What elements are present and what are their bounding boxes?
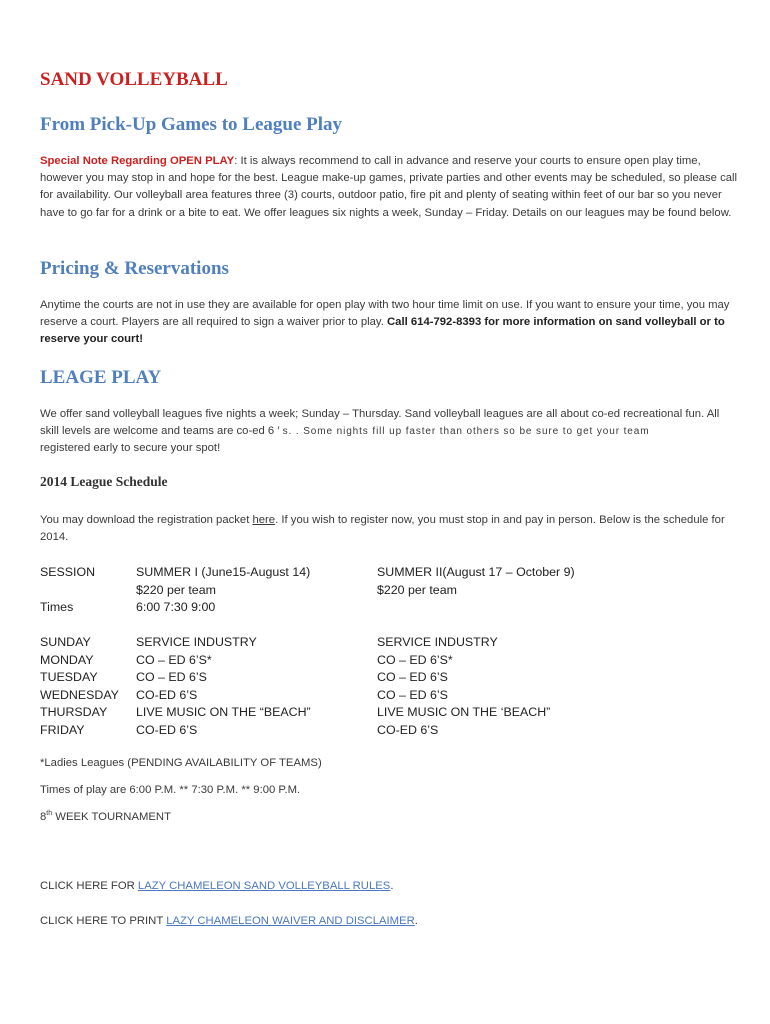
summer2-day-value: CO – ED 6’S [377, 688, 448, 702]
page-title: SAND VOLLEYBALL [40, 69, 228, 90]
tournament-number: 8 [40, 811, 47, 823]
league-text-b-prime: ′ [277, 425, 280, 438]
pricing-call-text: Call 614-792-8393 for more information on sand volleyball or to reserve your court! [40, 316, 725, 346]
session-label: SESSION [40, 565, 96, 579]
pricing-heading: Pricing & Reservations [40, 258, 229, 279]
day-label: FRIDAY [40, 723, 85, 737]
day-label: MONDAY [40, 653, 94, 667]
day-label: SUNDAY [40, 635, 91, 649]
tournament-note [40, 811, 171, 823]
rules-prefix: CLICK HERE FOR [40, 880, 138, 892]
summer2-title: SUMMER II(August 17 – October 9) [377, 565, 575, 579]
summer1-price: $220 per team [136, 583, 216, 597]
tournament-text: WEEK TOURNAMENT [52, 811, 171, 823]
league-text-b: s. . Some nights fill up faster than others so be sure to get your team [282, 426, 650, 438]
registration-packet-link[interactable]: here [252, 514, 276, 526]
schedule-intro-b: . If you wish to register now, you must stop in and pay in person. Below is the schedule for 2014. [40, 514, 725, 544]
schedule-intro [40, 512, 740, 546]
summer2-day-value: CO-ED 6’S [377, 723, 439, 737]
times-value: 6:00 7:30 9:00 [136, 600, 216, 614]
league-text-a: We offer sand volleyball leagues five nights a week; Sunday – Thursday. Sand volleyball leagues are all about co-ed recreational fun. All skill levels are welcome and teams are co-ed 6 [40, 408, 720, 438]
day-label: WEDNESDAY [40, 688, 119, 702]
waiver-line [40, 915, 418, 927]
waiver-link[interactable]: LAZY CHAMELEON WAIVER AND DISCLAIMER [166, 915, 415, 927]
special-note-text: : It is always recommend to call in advance and reserve your courts to ensure open play time, however you may stop in and hope for the best. League make-up games, private parties and other events may be scheduled, so please call for availability. Our volleyball area features three (3) courts, outdoor patio, fire pit and plenty of seating within feet of our bar so you never have to go far for a drink or a bite to eat. We offer leagues six nights a week, Sunday – Friday. Details on our leagues may be found below. [40, 155, 738, 219]
summer2-day-value: LIVE MUSIC ON THE ‘BEACH” [377, 705, 551, 719]
summer1-day-value: CO – ED 6’S* [136, 653, 212, 667]
day-label: TUESDAY [40, 670, 98, 684]
schedule-heading: 2014 League Schedule [40, 474, 168, 489]
summer1-title: SUMMER I (June15-August 14) [136, 565, 311, 579]
summer1-day-value: CO – ED 6’S [136, 670, 207, 684]
day-label: THURSDAY [40, 705, 108, 719]
ladies-league-note: *Ladies Leagues (PENDING AVAILABILITY OF TEAMS) [40, 757, 322, 769]
summer1-day-value: CO-ED 6’S [136, 723, 198, 737]
rules-link[interactable]: LAZY CHAMELEON SAND VOLLEYBALL RULES [137, 880, 391, 892]
summer1-day-value: LIVE MUSIC ON THE “BEACH” [136, 705, 311, 719]
rules-line [40, 880, 393, 892]
special-note-label: Special Note Regarding OPEN PLAY [40, 155, 235, 167]
play-times-note: Times of play are 6:00 P.M. ** 7:30 P.M. ** 9:00 P.M. [40, 784, 301, 796]
summer1-day-value: CO-ED 6’S [136, 688, 198, 702]
league-heading: LEAGE PLAY [40, 367, 162, 388]
waiver-prefix: CLICK HERE TO PRINT [40, 915, 167, 927]
pricing-text: Anytime the courts are not in use they are available for open play with two hour time limit on use. If you want to ensure your time, you may reserve a court. Players are all required to sign a waiver prior to play. [40, 299, 730, 329]
schedule-intro-a: You may download the registration packet [40, 514, 253, 526]
summer2-day-value: SERVICE INDUSTRY [377, 635, 498, 649]
summer2-price: $220 per team [377, 583, 457, 597]
subtitle-heading: From Pick-Up Games to League Play [40, 114, 343, 135]
times-label: Times [40, 600, 74, 614]
rules-suffix: . [390, 880, 394, 892]
summer2-day-value: CO – ED 6’S* [377, 653, 453, 667]
league-paragraph [40, 406, 740, 458]
summer1-day-value: SERVICE INDUSTRY [136, 635, 257, 649]
league-text-c: registered early to secure your spot! [40, 442, 221, 455]
summer2-day-value: CO – ED 6’S [377, 670, 448, 684]
tournament-ordinal: th [46, 810, 53, 818]
special-note-paragraph [40, 153, 740, 222]
waiver-suffix: . [414, 915, 418, 927]
pricing-paragraph [40, 297, 740, 349]
